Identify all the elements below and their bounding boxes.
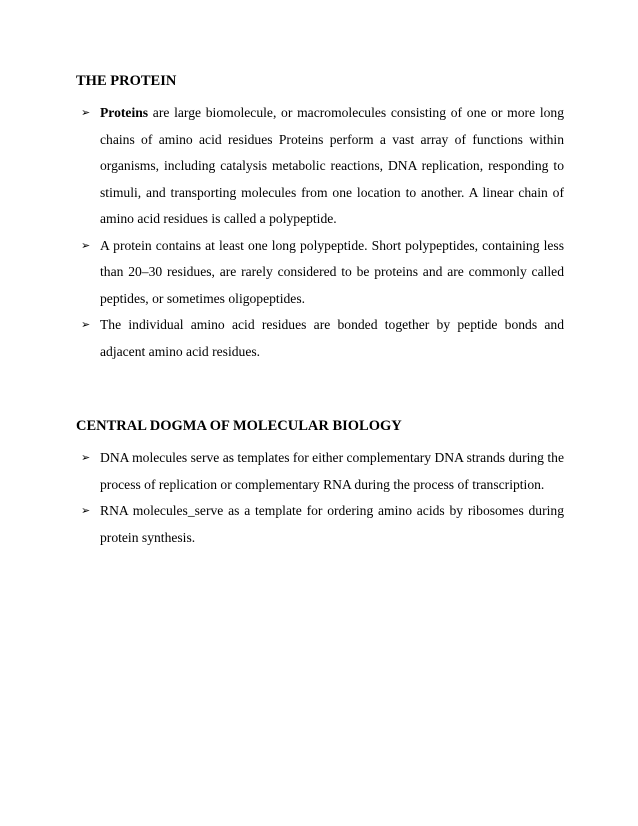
arrow-bullet-icon: ➢ [81,106,91,119]
bold-term: Proteins [100,105,149,120]
arrow-bullet-icon: ➢ [81,238,91,252]
list-item [76,100,564,233]
arrow-bullet-icon: ➢ [81,318,91,331]
section-heading: THE PROTEIN [76,73,177,89]
list-item [76,312,564,365]
arrow-bullet-icon: ➢ [81,504,91,517]
list-item [76,233,564,313]
section-heading: CENTRAL DOGMA OF MOLECULAR BIOLOGY [76,418,402,434]
section-central-dogma [76,417,564,551]
bullet-list [76,100,564,365]
item-text: RNA molecules_serve as a template for ordering amino acids by ribosomes during protein synthesis. [100,503,564,545]
list-item [76,445,564,498]
bullet-list [76,445,564,551]
item-text: The individual amino acid residues are bonded together by peptide bonds and adjacent amino acid residues. [100,317,564,359]
section-the-protein [76,72,564,365]
list-item [76,498,564,551]
arrow-bullet-icon: ➢ [81,451,91,464]
item-text: A protein contains at least one long polypeptide. Short polypeptides, containing less than 20–30 residues, are rarely considered to be proteins and are commonly called peptides, or sometimes oligopeptides. [100,237,564,306]
item-text: are large biomolecule, or macromolecules consisting of one or more long chains of amino acid residues Proteins perform a vast array of functions within organisms, including catalysis metabolic reactions, DNA replication, responding to stimuli, and transporting molecules from one location to another. A linear chain of amino acid residues is called a polypeptide. [100,105,564,226]
item-text: DNA molecules serve as templates for either complementary DNA strands during the process of replication or complementary RNA during the process of transcription. [100,450,564,492]
